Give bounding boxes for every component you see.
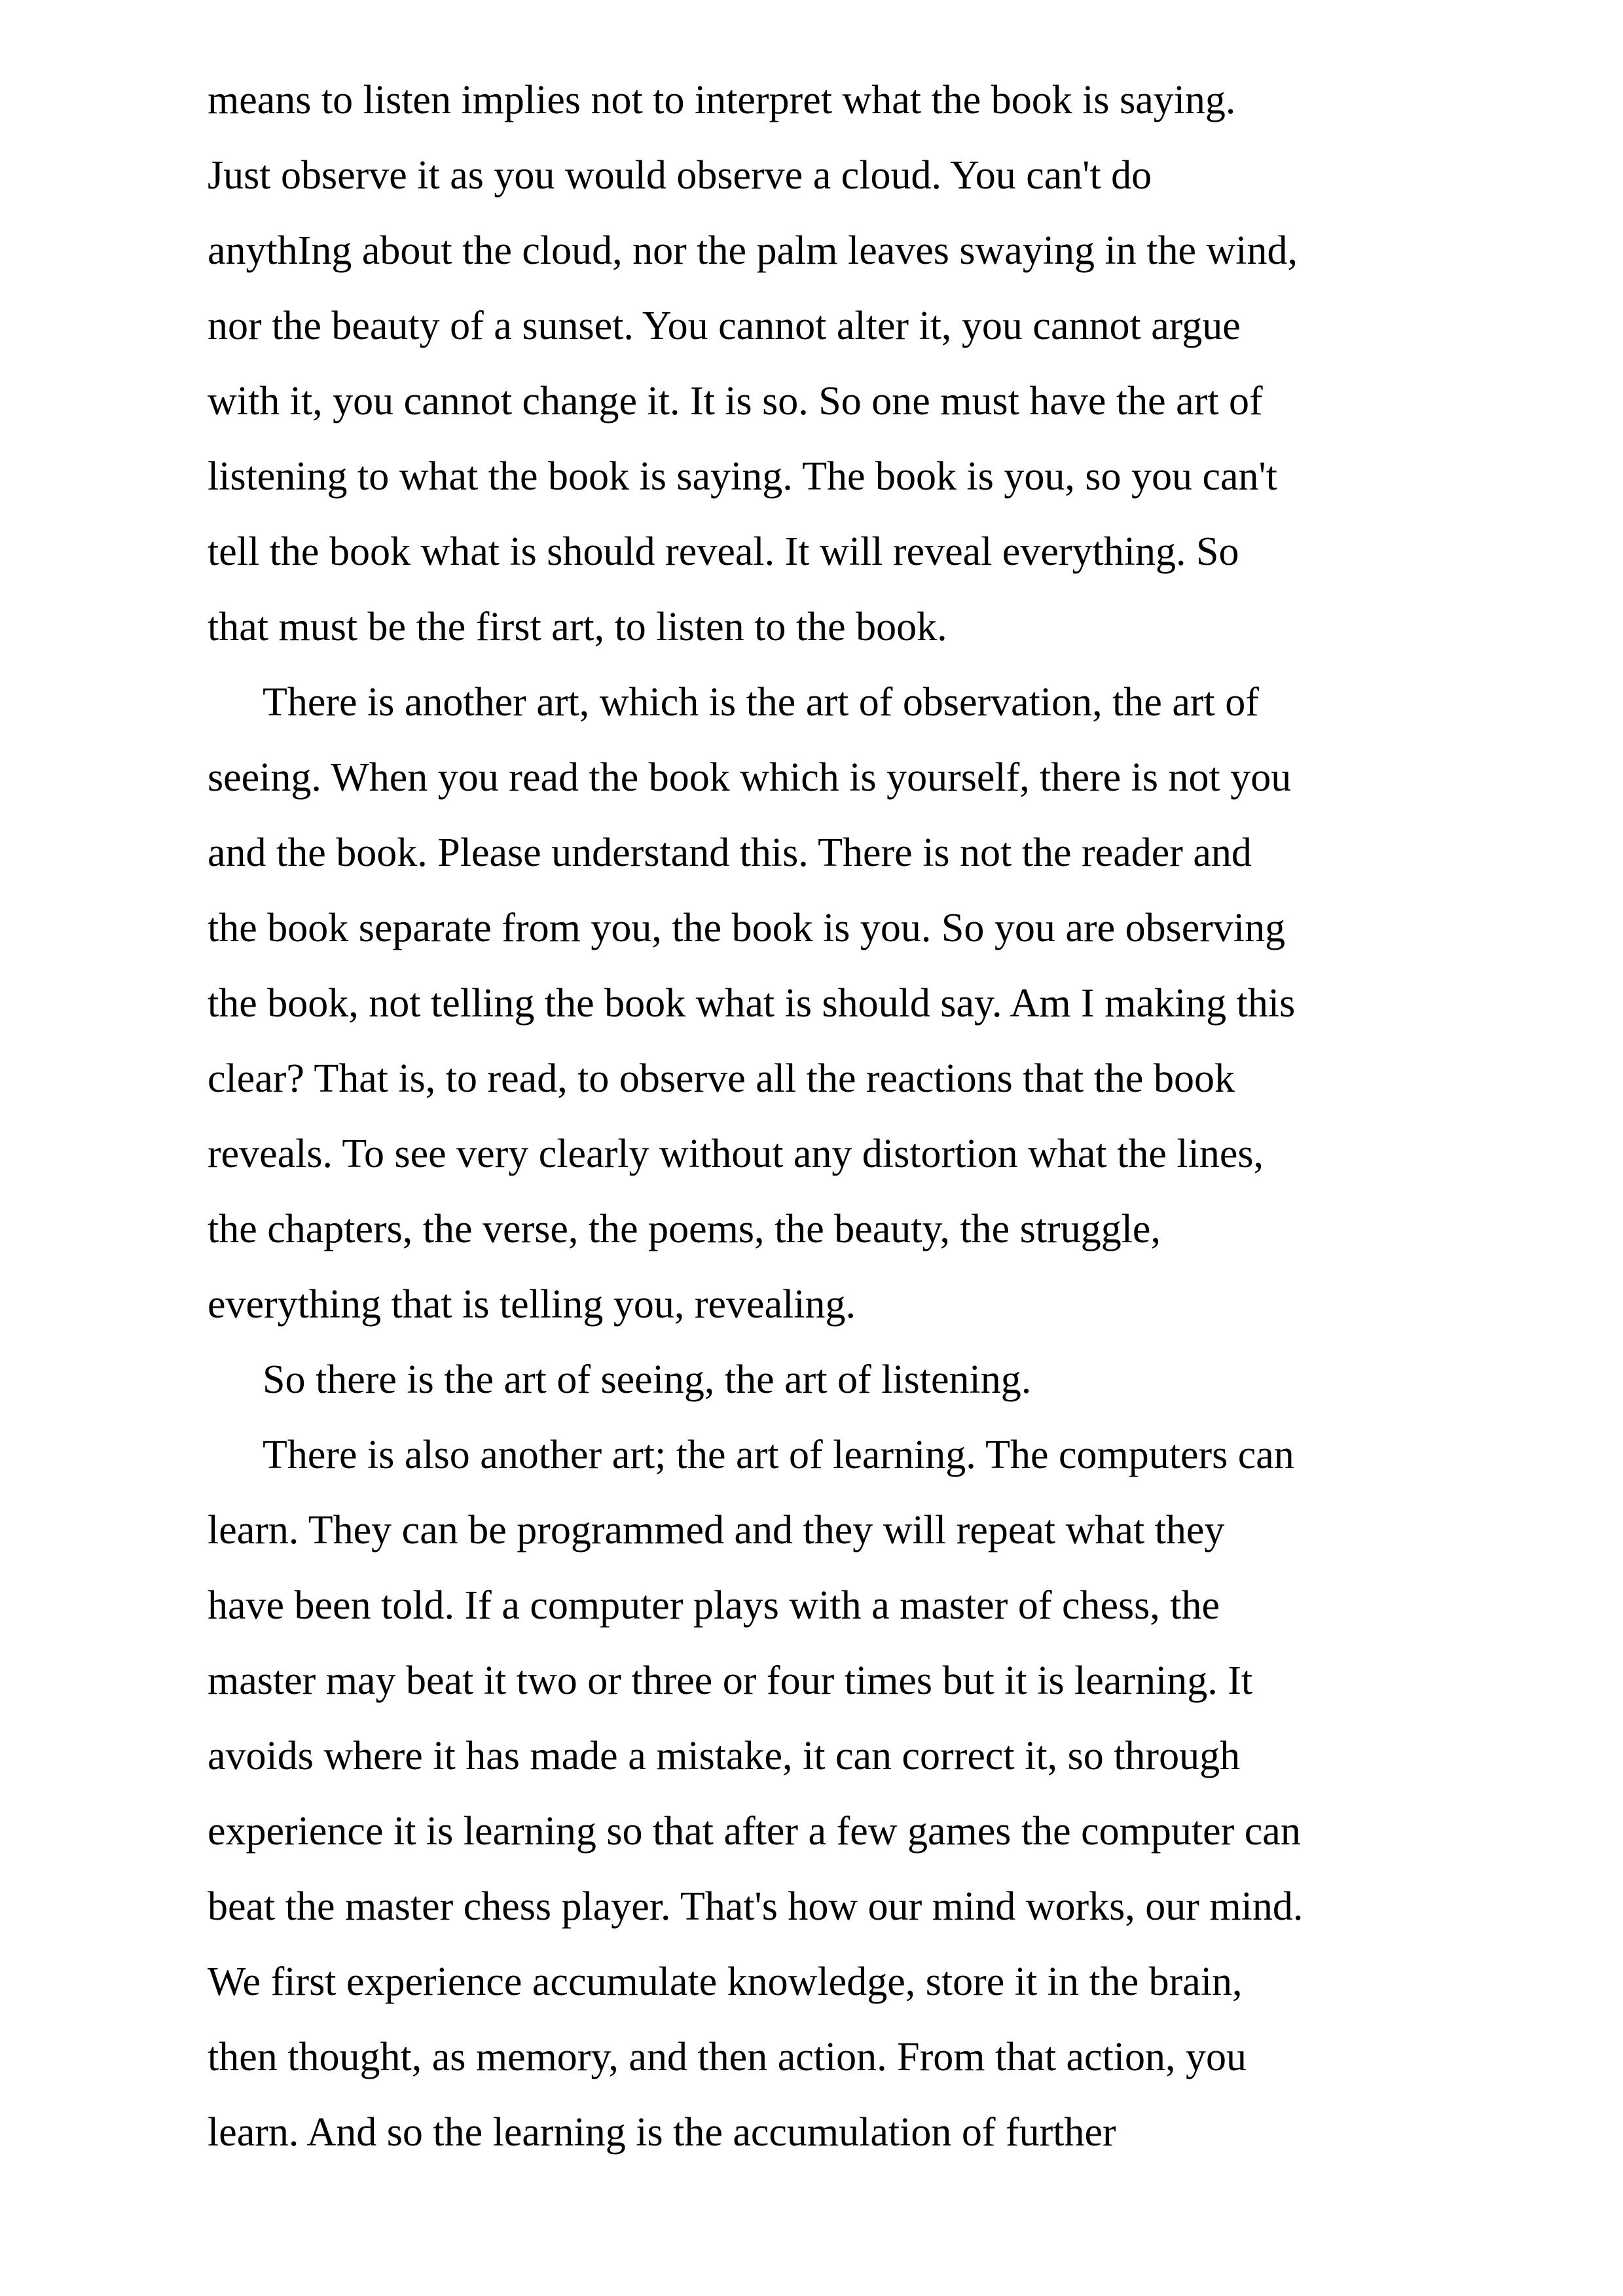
text-line: clear? That is, to read, to observe all the reactions that the book xyxy=(208,1056,1235,1101)
text-line: beat the master chess player. That's how our mind works, our mind. xyxy=(208,1884,1304,1929)
text-line: the book separate from you, the book is you. So you are observing xyxy=(208,906,1286,950)
paragraph-first-line: There is also another art; the art of learning. The computers can xyxy=(263,1433,1294,1477)
paragraph-first-line: So there is the art of seeing, the art of listening. xyxy=(263,1357,1032,1402)
text-line: We first experience accumulate knowledge, store it in the brain, xyxy=(208,1960,1243,2004)
text-line: reveals. To see very clearly without any distortion what the lines, xyxy=(208,1132,1264,1176)
text-line: avoids where it has made a mistake, it can correct it, so through xyxy=(208,1734,1241,1778)
text-line: the chapters, the verse, the poems, the beauty, the struggle, xyxy=(208,1207,1161,1251)
text-line: means to listen implies not to interpret what the book is saying. xyxy=(208,78,1236,122)
text-line: Just observe it as you would observe a cloud. You can't do xyxy=(208,153,1152,198)
text-line: have been told. If a computer plays with a master of chess, the xyxy=(208,1583,1220,1628)
text-line: learn. And so the learning is the accumulation of further xyxy=(208,2110,1116,2155)
text-line: that must be the first art, to listen to the book. xyxy=(208,605,947,649)
text-line: then thought, as memory, and then action. From that action, you xyxy=(208,2035,1247,2079)
paragraph-first-line: There is another art, which is the art of observation, the art of xyxy=(263,680,1259,725)
text-line: and the book. Please understand this. There is not the reader and xyxy=(208,831,1252,875)
text-line: experience it is learning so that after a few games the computer can xyxy=(208,1809,1301,1854)
text-line: anythIng about the cloud, nor the palm leaves swaying in the wind, xyxy=(208,228,1298,273)
text-line: master may beat it two or three or four times but it is learning. It xyxy=(208,1659,1253,1703)
text-line: the book, not telling the book what is should say. Am I making this xyxy=(208,981,1296,1026)
text-line: with it, you cannot change it. It is so. So one must have the art of xyxy=(208,379,1263,423)
text-line: tell the book what is should reveal. It will reveal everything. So xyxy=(208,529,1239,574)
text-line: nor the beauty of a sunset. You cannot alter it, you cannot argue xyxy=(208,304,1241,348)
text-line: everything that is telling you, revealing. xyxy=(208,1282,856,1327)
text-line: seeing. When you read the book which is yourself, there is not you xyxy=(208,755,1292,800)
text-line: learn. They can be programmed and they will repeat what they xyxy=(208,1508,1225,1552)
text-line: listening to what the book is saying. The book is you, so you can't xyxy=(208,454,1277,499)
